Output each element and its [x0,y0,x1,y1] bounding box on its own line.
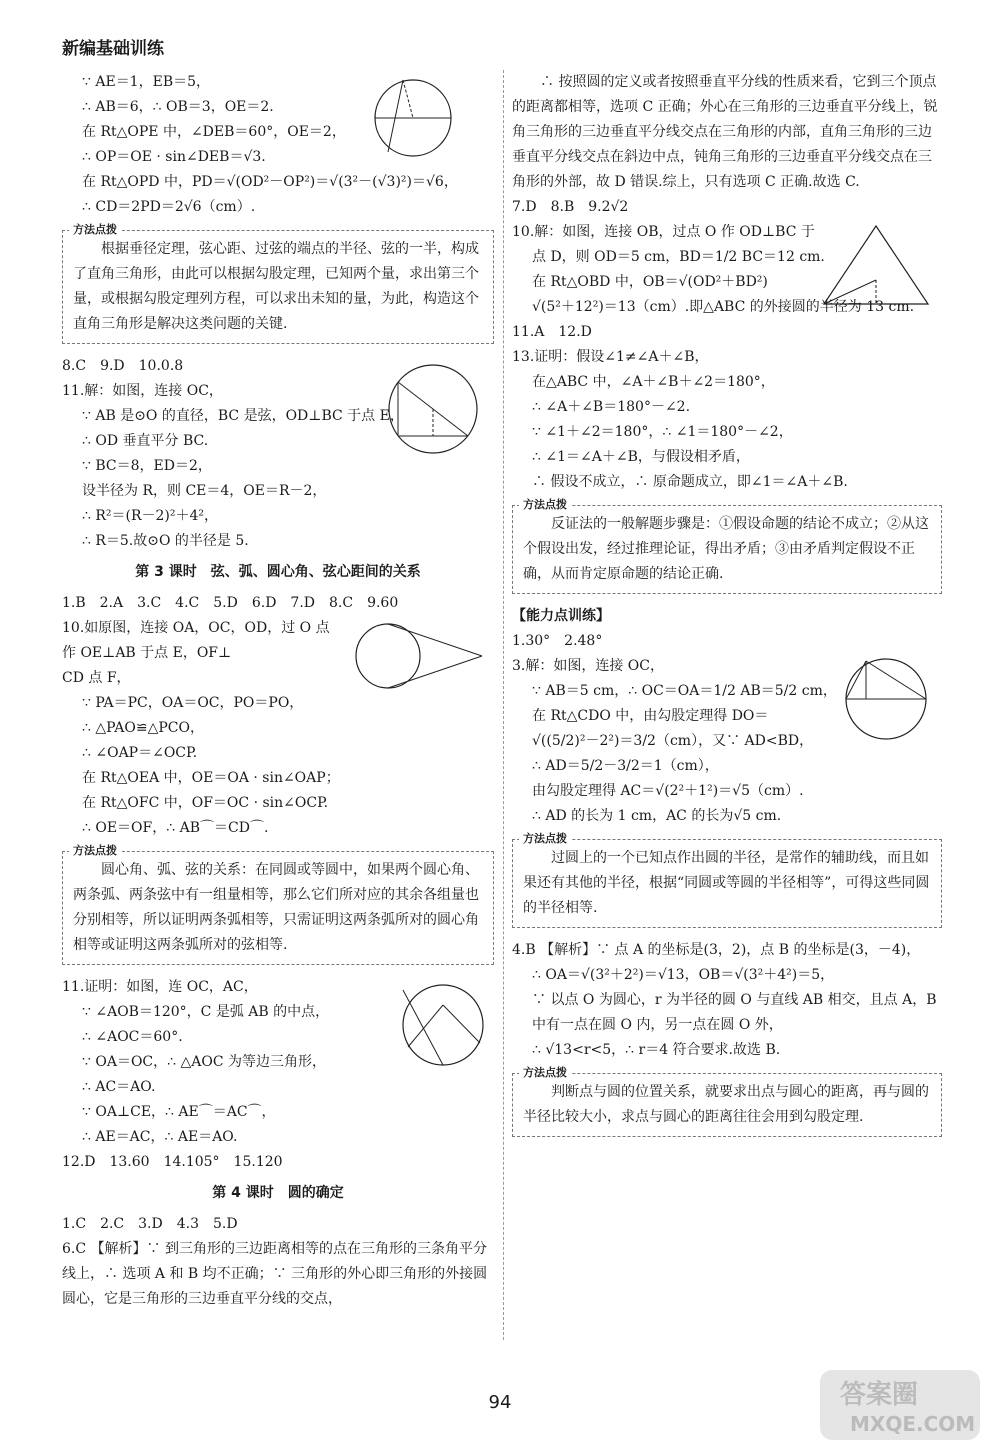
tip-label: 方法点拨 [69,221,121,237]
tip-text: 根据垂径定理，弦心距、过弦的端点的半径、弦的一半，构成了直角三角形，由此可以根据勾股定理，已知两个量，求出第三个量，或根据勾股定理列方程，可以求出未知的量，为此，构造这个直角三角形是解决这类问题的关键. [73,241,479,332]
line: 在 Rt△CDO 中，由勾股定理得 DO＝ [532,708,769,724]
line: ∵ OA⊥CE，∴ AE⌒＝AC⌒， [82,1104,276,1120]
watermark-logo [820,1370,980,1440]
line: 11.A 12.D [512,324,592,340]
line: ∵ BC＝8，ED＝2， [82,458,212,474]
line: 13.证明：假设∠1≠∠A＋∠B， [512,349,709,365]
line: ∴ OD 垂直平分 BC. [82,433,209,449]
line: 在 Rt△OBD 中，OB＝√(OD²＋BD²) [532,274,768,290]
line: ∴ △PAO≌△PCO， [82,720,204,736]
line: ∴ R²＝(R－2)²＋4²， [82,508,219,524]
line: ∴ AE＝AC，∴ AE＝AO. [82,1129,238,1145]
line: 由勾股定理得 AC＝√(2²＋1²)＝√5（cm）. [532,783,804,799]
line: 11.解：如图，连接 OC， [62,383,223,399]
line: ∵ AB＝5 cm，∴ OC＝OA＝1/2 AB＝5/2 cm， [532,683,837,699]
watermark-line1: 答案圈 [840,1380,919,1410]
line: 11.证明：如图，连 OC，AC， [62,979,258,995]
tip-label: 方法点拨 [519,496,571,512]
tip-label: 方法点拨 [69,842,121,858]
line: ∴ 假设不成立，∴ 原命题成立，即∠1＝∠A＋∠B. [532,474,848,490]
line: 4.B 【解析】∵ 点 A 的坐标是(3，2)，点 B 的坐标是(3，－4)， [512,942,921,958]
line: ∵ ∠1＋∠2＝180°，∴ ∠1＝180°－∠2， [532,424,793,440]
line: 10.如原图，连接 OA，OC，OD，过 O 点作 OE⊥AB 于点 E，OF⊥ [62,620,330,661]
line: 10.解：如图，连接 OB，过点 O 作 OD⊥BC 于 [512,224,815,240]
tip-text: 圆心角、弧、弦的关系：在同圆或等圆中，如果两个圆心角、两条弧、两条弦中有一组量相等，那么它们所对应的其余各组量也分别相等，所以证明两条弧相等，只需证明这两条弧所对的圆心角相等或证明这两条弧所对的弦相等. [73,862,479,953]
method-tip-2 [62,844,494,965]
column-divider [503,70,504,1340]
line: 3.解：如图，连接 OC， [512,658,664,674]
line: ∴ R＝5.故⊙O 的半径是 5. [82,533,249,549]
section-title: 第 4 课时 圆的确定 [212,1185,344,1201]
circle-figure-4 [388,975,488,1075]
line: ∴ AD 的长为 1 cm，AC 的长为√5 cm. [532,808,782,824]
line: 在 Rt△OPD 中，PD＝√(OD²－OP²)＝√(3²－(√3)²)＝√6， [82,174,458,190]
book-title: 新编基础训练 [62,39,164,59]
circle-figure-3 [348,616,488,696]
circle-figure-1 [358,70,488,160]
line: 中有一点在圆 O 内，另一点在圆 O 外， [532,1017,783,1033]
tip-label: 方法点拨 [519,1064,571,1080]
left-column [62,70,494,1312]
line: 在 Rt△OEA 中，OE＝OA · sin∠OAP； [82,770,340,786]
paragraph: ∴ 按照圆的定义或者按照垂直平分线的性质来看，它到三个顶点的距离都相等，选项 C 正确；外心在三角形的三边垂直平分线上，锐角三角形的三边垂直平分线交点在三角形的内部，直角三角形的三边垂直平分线交点在斜边中点，钝角三角形的三边垂直平分线交点在三角形的外部，故 D 错误.综上，只有选项 C 正确.故选 C. [512,74,938,190]
line: √((5/2)²－2²)＝3/2（cm），又∵ AD<BD， [532,733,814,749]
line: ∴ AB＝6，∴ OB＝3，OE＝2. [82,99,274,115]
section-title: 【能力点训练】 [512,608,610,624]
page-number: 94 [488,1392,512,1413]
paragraph: 6.C 【解析】∵ 到三角形的三边距离相等的点在三角形的三条角平分线上，∴ 选项 A 和 B 均不正确；∵ 三角形的外心即三角形的外接圆圆心，它是三角形的三边垂直平分线的交点， [62,1241,488,1307]
tip-text: 判断点与圆的位置关系，就要求出点与圆心的距离，再与圆的半径比较大小，求点与圆心的距离往往会用到勾股定理. [523,1084,929,1125]
line: ∵ AB 是⊙O 的直径，BC 是弦，OD⊥BC 于点 E， [82,408,404,424]
tip-text: 过圆上的一个已知点作出圆的半径，是常作的辅助线，而且如果还有其他的半径，根据“同圆或等圆的半径相等”，可得这些同圆的半径相等. [523,850,930,916]
line: 设半径为 R，则 CE＝4，OE＝R－2， [82,483,327,499]
right-column [512,70,942,1147]
line: 1.30° 2.48° [512,633,603,649]
line: CD 点 F， [62,670,131,686]
line: ∴ ∠A＋∠B＝180°－∠2. [532,399,691,415]
line: ∴ CD＝2PD＝2√6（cm）. [82,199,256,215]
line: 在 Rt△OFC 中，OF＝OC · sin∠OCP. [82,795,329,811]
line: 7.D 8.B 9.2√2 [512,199,629,215]
method-tip-3 [512,498,942,594]
line: ∵ OA＝OC，∴ △AOC 为等边三角形， [82,1054,327,1070]
line: 12.D 13.60 14.105° 15.120 [62,1154,283,1170]
method-tip-5 [512,1066,942,1137]
line: ∴ ∠1＝∠A＋∠B，与假设相矛盾， [532,449,750,465]
line: ∴ AD＝5/2－3/2＝1（cm）， [532,758,719,774]
line: ∵ 以点 O 为圆心，r 为半径的圆 O 与直线 AB 相交，且点 A，B [532,992,937,1008]
line: 8.C 9.D 10.0.8 [62,358,184,374]
line: 1.B 2.A 3.C 4.C 5.D 6.D 7.D 8.C 9.60 [62,595,399,611]
line: ∴ OA＝√(3²＋2²)＝√13，OB＝√(3²＋4²)＝5， [532,967,835,983]
line: 在△ABC 中，∠A＋∠B＋∠2＝180°， [532,374,775,390]
line: ∵ AE＝1，EB＝5， [82,74,211,90]
tip-text: 反证法的一般解题步骤是：①假设命题的结论不成立；②从这个假设出发，经过推理论证，得出矛盾；③由矛盾判定假设不正确，从而肯定原命题的结论正确. [523,516,929,582]
line: √(5²＋12²)＝13（cm）.即△ABC 的外接圆的半径为 13 cm. [532,299,915,315]
line: ∵ ∠AOB＝120°，C 是弧 AB 的中点， [82,1004,330,1020]
line: 在 Rt△OPE 中，∠DEB＝60°，OE＝2， [82,124,346,140]
circle-figure-5 [836,654,936,744]
line: ∵ PA＝PC，OA＝OC，PO＝PO， [82,695,304,711]
tip-label: 方法点拨 [519,830,571,846]
line: ∴ AC＝AO. [82,1079,156,1095]
line: ∴ ∠OAP＝∠OCP. [82,745,198,761]
line: ∴ OP＝OE · sin∠DEB＝√3. [82,149,266,165]
watermark-line2: MXQE.COM [850,1412,976,1436]
line: ∴ ∠AOC＝60°. [82,1029,183,1045]
line: 1.C 2.C 3.D 4.3 5.D [62,1216,238,1232]
method-tip-4 [512,832,942,928]
line: ∴ √13<r<5，∴ r＝4 符合要求.故选 B. [532,1042,781,1058]
line: ∴ OE＝OF，∴ AB⌒＝CD⌒. [82,820,269,836]
method-tip-1 [62,223,494,344]
line: 点 D，则 OD＝5 cm，BD＝1/2 BC＝12 cm. [532,249,825,265]
section-title: 第 3 课时 弦、弧、圆心角、弦心距间的关系 [135,564,421,580]
